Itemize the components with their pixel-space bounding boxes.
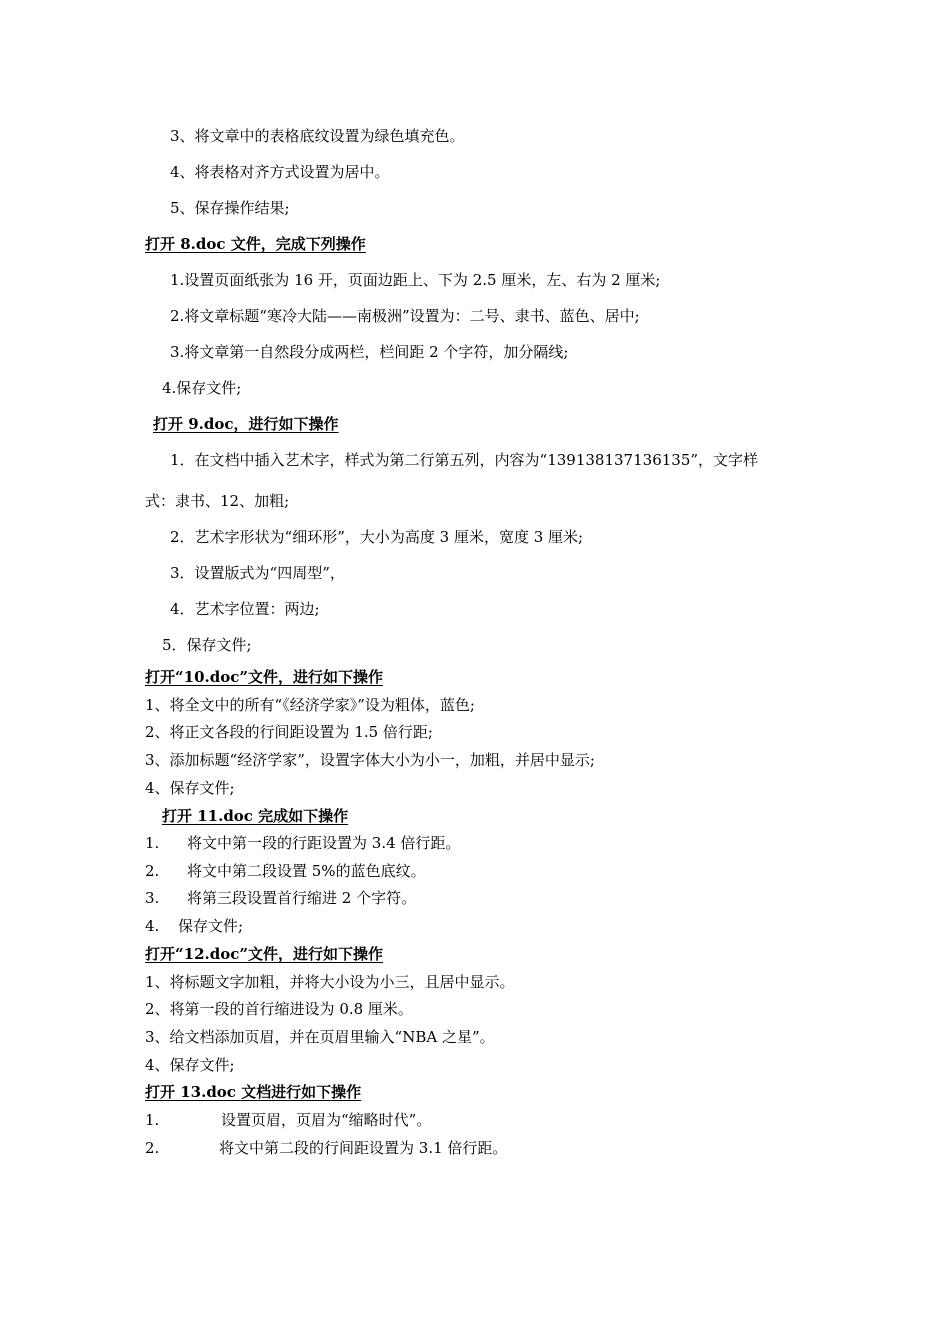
list-text: 设置页眉，页眉为“缩略时代”。 [221, 1111, 432, 1129]
sec8-item-2: 2.将文章标题“寒冷大陆——南极洲”设置为：二号、隶书、蓝色、居中; [170, 307, 640, 325]
list-text: 将文中第一段的行距设置为 3.4 倍行距。 [187, 834, 461, 852]
sec10-item-3: 3、添加标题“经济学家”，设置字体大小为小一，加粗，并居中显示; [145, 751, 595, 769]
sec9-item-5: 5．保存文件; [162, 636, 252, 654]
list-text: 保存文件; [178, 917, 244, 935]
list-number: 3. [145, 889, 160, 907]
sec9-item-3: 3．设置版式为“四周型”， [170, 564, 345, 582]
sec12-heading: 打开“12.doc”文件，进行如下操作 [145, 945, 383, 963]
sec11-item-2 [145, 861, 426, 881]
list-number: 2. [145, 1139, 160, 1157]
list-text: 将文中第二段设置 5%的蓝色底纹。 [187, 862, 426, 880]
sec11-item-3 [145, 888, 416, 908]
sec10-item-1: 1、将全文中的所有“《经济学家》”设为粗体，蓝色; [145, 696, 475, 714]
list-number: 4. [145, 917, 160, 935]
sec13-item-2 [145, 1138, 507, 1158]
list-number: 1. [145, 1111, 160, 1129]
sec7-item-3: 3、将文章中的表格底纹设置为绿色填充色。 [170, 127, 465, 145]
sec10-heading: 打开“10.doc”文件，进行如下操作 [145, 668, 383, 686]
sec9-heading: 打开 9.doc，进行如下操作 [153, 415, 339, 433]
sec12-item-1: 1、将标题文字加粗，并将大小设为小三，且居中显示。 [145, 973, 515, 991]
sec10-item-4: 4、保存文件; [145, 779, 235, 797]
sec12-item-3: 3、给文档添加页眉，并在页眉里输入“NBA 之星”。 [145, 1028, 495, 1046]
sec8-item-1: 1.设置页面纸张为 16 开，页面边距上、下为 2.5 厘米，左、右为 2 厘米; [170, 271, 661, 289]
sec8-heading: 打开 8.doc 文件，完成下列操作 [145, 235, 366, 253]
list-number: 2. [145, 862, 160, 880]
list-number: 1. [145, 834, 160, 852]
list-text: 将文中第二段的行间距设置为 3.1 倍行距。 [219, 1139, 508, 1157]
sec9-item-2: 2．艺术字形状为“细环形”，大小为高度 3 厘米，宽度 3 厘米; [170, 528, 584, 546]
sec12-item-2: 2、将第一段的首行缩进设为 0.8 厘米。 [145, 1000, 413, 1018]
sec7-item-4: 4、将表格对齐方式设置为居中。 [170, 163, 390, 181]
sec13-heading: 打开 13.doc 文档进行如下操作 [145, 1083, 362, 1101]
sec9-item-4: 4．艺术字位置：两边; [170, 600, 320, 618]
list-text: 将第三段设置首行缩进 2 个字符。 [187, 889, 417, 907]
sec8-item-3: 3.将文章第一自然段分成两栏，栏间距 2 个字符，加分隔线; [170, 343, 569, 361]
sec11-heading: 打开 11.doc 完成如下操作 [162, 807, 349, 825]
sec11-item-1 [145, 833, 460, 853]
sec10-item-2: 2、将正文各段的行间距设置为 1.5 倍行距; [145, 723, 433, 741]
sec8-item-4: 4.保存文件; [162, 379, 242, 397]
sec7-item-5: 5、保存操作结果; [170, 199, 290, 217]
sec11-item-4 [145, 916, 243, 936]
sec9-item-1: 1．在文档中插入艺术字，样式为第二行第五列，内容为“139138137136135”，文字样 [170, 451, 759, 469]
sec9-item-1-cont: 式：隶书、12、加粗; [145, 492, 290, 510]
sec13-item-1 [145, 1110, 431, 1130]
sec12-item-4: 4、保存文件; [145, 1056, 235, 1074]
